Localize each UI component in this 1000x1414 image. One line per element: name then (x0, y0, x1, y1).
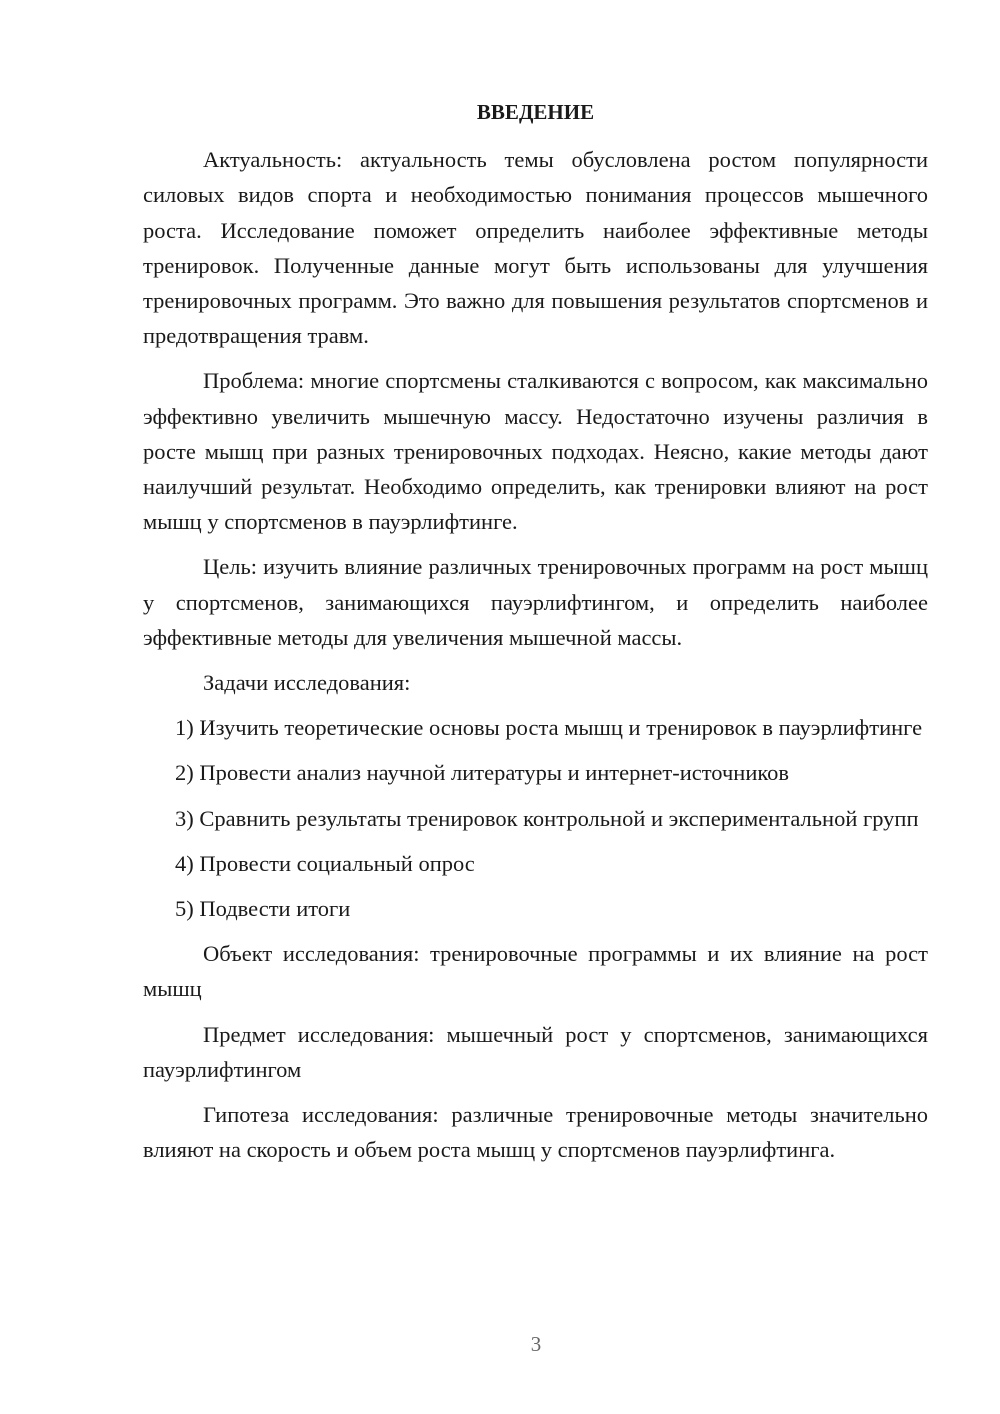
document-page (143, 95, 928, 1177)
problem-paragraph: Проблема: многие спортсмены сталкиваются с вопросом, как максимально эффективно увеличить мышечную массу. Недостаточно изучены различия в росте мышц при разных тренировочных подходах. Неясно, какие методы дают наилучший результат. Необходимо определить, как тренировки влияют на рост мышц у спортсменов в пауэрлифтинге. (143, 368, 928, 535)
goal-paragraph: Цель: изучить влияние различных тренировочных программ на рост мышц у спортсменов, занимающихся пауэрлифтингом, и определить наиболее эффективные методы для увеличения мышечной массы. (143, 554, 928, 650)
task-item-2: 2) Провести анализ научной литературы и интернет-источников (175, 760, 790, 786)
object-paragraph: Объект исследования: тренировочные программы и их влияние на рост мышц (143, 941, 928, 1002)
hypothesis-paragraph: Гипотеза исследования: различные тренировочные методы значительно влияют на скорость и объем роста мышц у спортсменов пауэрлифтинга. (143, 1102, 928, 1163)
page-number: 3 (530, 1332, 542, 1356)
tasks-heading: Задачи исследования: (203, 670, 411, 696)
relevance-paragraph: Актуальность: актуальность темы обусловлена ростом популярности силовых видов спорта и необходимостью понимания процессов мышечного роста. Исследование поможет определить наиболее эффективные методы тренировок. Полученные данные могут быть использованы для улучшения тренировочных программ. Это важно для повышения результатов спортсменов и предотвращения травм. (143, 147, 928, 349)
task-item-3: 3) Сравнить результаты тренировок контрольной и экспериментальной групп (175, 805, 919, 831)
task-item-1: 1) Изучить теоретические основы роста мышц и тренировок в пауэрлифтинге (175, 715, 923, 741)
task-item-4: 4) Провести социальный опрос (175, 850, 475, 876)
page-title: ВВЕДЕНИЕ (476, 100, 595, 124)
subject-paragraph: Предмет исследования: мышечный рост у спортсменов, занимающихся пауэрлифтингом (143, 1021, 928, 1082)
task-item-5: 5) Подвести итоги (175, 896, 351, 922)
